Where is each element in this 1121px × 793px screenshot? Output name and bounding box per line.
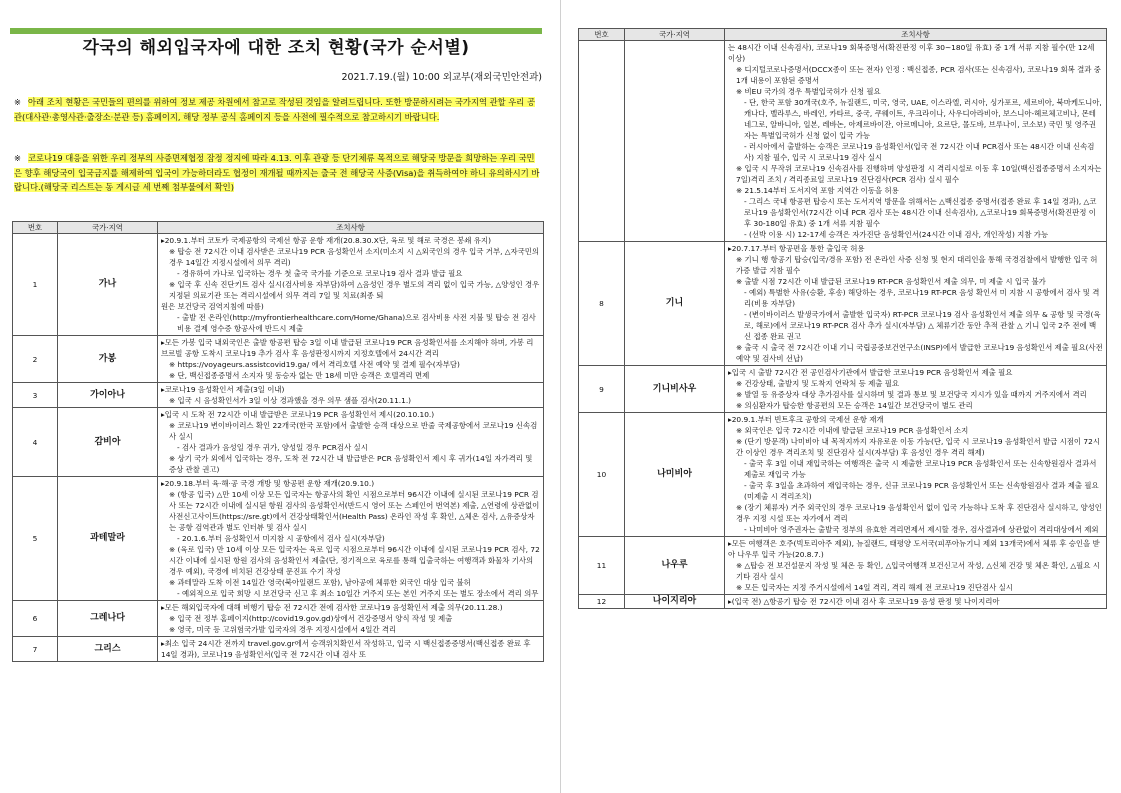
row-country: 가봉 xyxy=(58,336,158,383)
measure-line: - 경유하여 가나로 입국하는 경우 첫 출국 국가를 기준으로 코로나19 검사 결과 발급 필요 xyxy=(177,269,463,278)
row-number: 5 xyxy=(13,477,58,601)
row-measures xyxy=(158,336,544,383)
row-number: 4 xyxy=(13,408,58,477)
row-measures xyxy=(725,41,1107,242)
row-country: 나우루 xyxy=(625,537,725,595)
table-header-row xyxy=(13,222,544,234)
row-number: 6 xyxy=(13,601,58,637)
header-measure: 조치사항 xyxy=(725,29,1107,41)
row-number: 3 xyxy=(13,383,58,408)
row-number: 10 xyxy=(579,413,625,537)
row-country: 가나 xyxy=(58,234,158,336)
measure-line: - 20.1.6.부터 음성확인서 미지참 시 공항에서 검사 실시(자부담) xyxy=(177,534,385,543)
table-row xyxy=(13,637,544,662)
row-measures xyxy=(158,383,544,408)
measure-line: ※ 발열 등 유증상자 대상 추가검사를 실시하며 및 결과 통보 및 보건당국 지시가 있을 때까지 거주지에서 격리 xyxy=(736,390,1087,399)
table-row xyxy=(13,477,544,601)
measure-line: ※ (항공 입국) △만 10세 이상 모든 입국자는 항공사의 확인 시점으로부터 96시간 이내에 실시된 코로나19 PCR 검사 또는 72시간 이내에 실시된 항원 검사의 음성확인서(반드시 영어 또는 스페인어 번역본) 제출, △연령에 상관없이 사전신고사이트(https://sre.gt)에서 건강상태확인서(Health Pass) 온라인 작성 후 확인, △체온 검사, △유증상자는 공항 검역관과 별도 인터뷰 및 검사 실시 xyxy=(169,490,540,532)
measure-line: ※ △탑승 전 보건설문지 작성 및 체온 등 확인, △입국여행객 보건신고서 작성, △신체 건강 및 체온 확인, △필요 시 기타 검사 실시 xyxy=(736,561,1100,581)
table-row xyxy=(13,408,544,477)
measure-line: - (선박 이용 시) 12-17세 승객은 자가진단 음성확인서(24시간 이내 검사, 개인작성) 지참 가능 xyxy=(744,230,1049,239)
header-measure: 조치사항 xyxy=(158,222,544,234)
measures-table-right xyxy=(578,28,1107,609)
table-header-row xyxy=(579,29,1107,41)
measure-line: - (변이바이러스 발생국가에서 출발한 입국자) RT-PCR 코로나19 검사 음성확인서 제출 의무 & 공항 및 국경(육로, 해로)에서 코로나19 RT-PCR 검사 추가 실시(자부담) △ 체류기간 동안 추적 관찰 △ 기니 입국 2주 전에 백신 접종 완료 권고 xyxy=(744,310,1101,341)
row-measures xyxy=(158,477,544,601)
table-row xyxy=(579,595,1107,609)
measure-line: ※ 출발 시점 72시간 이내 발급된 코로나19 RT-PCR 음성확인서 제출 의무, 미 제출 시 입국 불가 xyxy=(736,277,1046,286)
row-country: 기니 xyxy=(625,242,725,366)
measure-line: ※ 입국 후 신속 진단키트 검사 실시(검사비용 자부담)하여 △음성인 경우 별도의 격리 없이 입국 가능, △양성인 경우 지정된 의료기관 또는 격리시설에서 의무 격리 7일 및 치료(최종 퇴 xyxy=(169,280,540,300)
notice-mark: ※ xyxy=(14,97,21,107)
left-page xyxy=(0,0,560,793)
notice-text: 코로나19 대응을 위한 우리 정부의 사증면제협정 잠정 정지에 따라 4.13. 이후 관광 등 단기체류 목적으로 해당국 방문을 희망하는 우리 국민은 향후 해당국이 입국금지를 해제하여 입국이 가능하더라도 협정이 재개될 때까지는 출국 전 해당국 사증(Visa)을 취득하여야 하니 유의하시기 바랍니다.(해당국 리스트는 동 게시글 세 번째 첨부물에서 확인) xyxy=(14,153,540,192)
measure-line: ※ 비EU 국가의 경우 특별입국허가 신청 필요 xyxy=(736,87,881,96)
row-measures xyxy=(158,637,544,662)
row-number: 9 xyxy=(579,366,625,413)
row-measures xyxy=(158,408,544,477)
measure-line: ※ 상기 국가 외에서 입국하는 경우, 도착 전 72시간 내 발급받은 PCR 음성확인서 제시 후 귀가(14일 자가격리 및 증상 관찰 권고) xyxy=(169,454,533,474)
measure-line: ※ 입국 시 무작위 코로나19 신속검사를 진행하며 양성판정 시 격리시설로 이동 후 10일(백신접종증명서 소지자는 7일)격리 조치 / 격리종료일 코로나19 진단검사(PCR 검사) 실시 필수 xyxy=(736,164,1102,184)
table-row xyxy=(13,383,544,408)
row-number xyxy=(579,41,625,242)
table-row xyxy=(579,41,1107,242)
row-measures xyxy=(725,595,1107,609)
measure-line: 원은 보건당국 검역지침에 따름) xyxy=(161,302,264,311)
measure-line: ▸모든 가봉 입국 내외국인은 출발 항공편 탑승 3일 이내 발급된 코로나19 PCR 음성확인서를 소지해야 하며, 가봉 리브르빌 공항 도착시 코로나19 추가 검사 후 음성판정시까지 지정호텔에서 24시간 격리 xyxy=(161,338,534,358)
date-line: 2021.7.19.(월) 10:00 외교부(재외국민안전과) xyxy=(341,72,542,83)
measure-line: ▸(입국 전) △항공기 탑승 전 72시간 이내 검사 후 코로나19 음성 판정 및 나이지리아 xyxy=(728,597,1000,606)
row-number: 7 xyxy=(13,637,58,662)
measure-line: ※ 단, 백신접종증명서 소지자 및 동승자 없는 만 18세 미만 승객은 호텔격리 면제 xyxy=(169,371,430,380)
row-country: 과테말라 xyxy=(58,477,158,601)
measure-line: ※ (장기 체류자) 거주 외국인의 경우 코로나19 음성확인서 없이 입국 가능하나 도착 후 진단검사 실시하고, 양성인 경우 지정 시설 또는 자가에서 격리 xyxy=(736,503,1102,523)
measure-line: ※ 입국 전 정부 홈페이지(http://covid19.gov.gd)상에서 건강증명서 양식 작성 및 제출 xyxy=(169,614,453,623)
measure-line: ▸20.9.1.부터 빈트후크 공항의 국제선 운항 재개 xyxy=(728,415,884,424)
row-country: 그리스 xyxy=(58,637,158,662)
measure-line: - 그리스 국내 항공편 탑승시 또는 도서지역 방문을 위해서는 △백신접종 증명서(접종 완료 후 14일 경과), △코로나19 음성확인서(72시간 이내 PCR 검사 또는 48시간 이내 신속검사), △코로나19 회복증명서(확진판정 이후 30-180일 유효) 중 1개 서류 지참 필수 xyxy=(744,197,1097,228)
row-measures xyxy=(725,537,1107,595)
measure-line: - 예외적으로 입국 희망 시 보건당국 신고 후 최소 10일간 거주지 또는 본인 거주지 또는 별도 장소에서 격리 의무 xyxy=(177,589,539,598)
measure-line: ※ 21.5.14부터 도서지역 포함 지역간 이동을 허용 xyxy=(736,186,899,195)
table-row xyxy=(579,537,1107,595)
measure-line: ※ (육로 입국) 만 10세 이상 모든 입국자는 육로 입국 시점으로부터 96시간 이내에 실시된 코로나19 PCR 검사, 72시간 이내에 실시된 항원 검사의 음성확인서 제출(단, 정기적으로 육로를 통해 입출국하는 여행객과 화물차 기사의 경우 예외), 국경에 비치된 건강상태 문진표 수기 작성 xyxy=(169,545,540,576)
right-page xyxy=(561,0,1121,793)
row-measures xyxy=(158,234,544,336)
row-number: 8 xyxy=(579,242,625,366)
row-number: 2 xyxy=(13,336,58,383)
measure-line: ※ 코로나19 변이바이러스 확인 22개국(한국 포함)에서 출발한 승객 대상으로 반줄 국제공항에서 코로나19 신속검사 실시 xyxy=(169,421,538,441)
header-no: 번호 xyxy=(579,29,625,41)
notice-1 xyxy=(14,95,542,124)
row-country: 나미비아 xyxy=(625,413,725,537)
measure-line: - 출발 전 온라인(http://myfrontierhealthcare.com/Home/Ghana)으로 검사비용 사전 지불 및 탑승 전 검사비용 결제 영수증 항공사에 반드시 제출 xyxy=(177,313,536,333)
table-row xyxy=(13,336,544,383)
measure-line: ▸입국 시 도착 전 72시간 이내 발급받은 코로나19 PCR 음성확인서 제시(20.10.10.) xyxy=(161,410,435,419)
measure-line: ▸20.9.1.부터 코토카 국제공항의 국제선 항공 운항 재개(20.8.30.X단, 육로 및 해로 국경은 봉쇄 유지) xyxy=(161,236,491,245)
measure-line: ※ 영국, 미국 등 고위험국가발 입국자의 경우 지정시설에서 4일간 격리 xyxy=(169,625,397,634)
measure-line: ※ 입국 시 음성확인서가 3일 이상 경과했을 경우 의무 샘플 검사(20.11.1.) xyxy=(169,396,412,405)
table-row xyxy=(13,234,544,336)
measure-line: - 출국 후 3일 이내 재입국하는 여행객은 출국 시 제출한 코로나19 PCR 음성확인서 또는 신속항원검사 결과서 제출로 재입국 가능 xyxy=(744,459,1097,479)
measure-line: ▸코로나19 음성확인서 제출(3일 이내) xyxy=(161,385,285,394)
measure-line: ▸최소 입국 24시간 전까지 travel.gov.gr에서 승객위치확인서 작성하고, 입국 시 백신접종증명서(백신접종 완료 후 14일 경과), 코로나19 음성확인서(입국 전 72시간 이내 검사 또 xyxy=(161,639,531,659)
row-number: 11 xyxy=(579,537,625,595)
measure-line: ▸모든 여행객은 호주(빅토리아주 제외), 뉴질랜드, 태평양 도서국(피푸아뉴기니 제외 13개국)에서 체류 후 승인을 받아 나우루 입국 가능(20.8.7.) xyxy=(728,539,1100,559)
measure-line: ▸입국 시 출발 72시간 전 공인검사기관에서 발급한 코로나19 PCR 음성확인서 제출 필요 xyxy=(728,368,1013,377)
table-row xyxy=(579,242,1107,366)
row-measures xyxy=(725,242,1107,366)
measures-table-left xyxy=(12,221,544,662)
measure-line: ※ 외국인은 입국 72시간 이내에 발급된 코로나19 PCR 음성확인서 소지 xyxy=(736,426,969,435)
document-title: 각국의 해외입국자에 대한 조치 현황(국가 순서별) xyxy=(82,38,470,58)
measure-line: ※ 과테말라 도착 이전 14일간 영국(북아일랜드 포함), 남아공에 체류한 외국인 대상 입국 불허 xyxy=(169,578,471,587)
measure-line: ※ 디지털코로나증명서(DCCX종이 또는 전자) 인정 : 백신접종, PCR 검사(또는 신속검사), 코로나19 회복 결과 중 1개 내용이 포함된 증명서 xyxy=(736,65,1101,85)
measure-line: ※ https://voyageurs.assistcovid19.ga/ 에서 격리호텔 사전 예약 및 결제 필수(자부담) xyxy=(169,360,460,369)
measure-line: - 단, 한국 포함 30개국(호주, 뉴질랜드, 미국, 영국, UAE, 이스라엘, 러시아, 싱가포르, 세르비아, 북마케도니아, 캐나다, 벨라루스, 바레인, 카타르, 중국, 쿠웨이트, 우크라이나, 사우디아라비아, 보스니아-헤르체고비나, 몬테네그로, 알바니아, 일본, 레바논, 아제르바이잔, 아르메니아, 요르단, 몰도바, 브루나이, 코소보) 국민 및 영주권자는 특별입국허가 신청 없이 입국 가능 xyxy=(744,98,1102,140)
measure-line: - 검사 결과가 음성일 경우 귀가, 양성일 경우 PCR검사 실시 xyxy=(177,443,368,452)
measure-line: ▸20.9.18.부터 육·해·공 국경 개방 및 항공편 운항 재개(20.9.10.) xyxy=(161,479,375,488)
row-measures xyxy=(725,413,1107,537)
measure-line: ※ 모든 입국자는 지정 주거시설에서 14일 격리, 격리 해제 전 코로나19 진단검사 실시 xyxy=(736,583,1013,592)
table-row xyxy=(579,413,1107,537)
notice-text: 아래 조치 현황은 국민들의 편의를 위하여 정보 제공 차원에서 참고로 작성된 것임을 알려드립니다. 또한 방문하시려는 국가지역 관할 우리 공관(대사관·총영사관·출장소·분관 등) 홈페이지, 해당 정부 공식 홈페이지 등을 사전에 필수적으로 참고하시기 바랍니다. xyxy=(14,97,535,122)
header-country: 국가·지역 xyxy=(625,29,725,41)
header-country: 국가·지역 xyxy=(58,222,158,234)
table-row xyxy=(13,601,544,637)
notice-mark: ※ xyxy=(14,153,21,163)
measure-line: - 나미비아 영주권자는 출발국 정부의 유효한 격리면제서 제시할 경우, 검사결과에 상관없이 격리대상에서 제외 xyxy=(744,525,1099,534)
row-country: 나이지리아 xyxy=(625,595,725,609)
row-country: 그레나다 xyxy=(58,601,158,637)
row-country: 가이아나 xyxy=(58,383,158,408)
measure-line: 는 48시간 이내 신속검사), 코로나19 회복증명서(확진판정 이후 30~180일 유효) 중 1개 서류 지참 필수(만 12세 이상) xyxy=(728,43,1095,63)
measure-line: ※ 기니 행 항공기 탑승(입국/경유 포함) 전 온라인 사증 신청 및 현지 대리인을 통해 국경검찰에서 발행한 입국 허가증 발급 지참 필수 xyxy=(736,255,1098,275)
row-country: 기니비사우 xyxy=(625,366,725,413)
row-measures xyxy=(725,366,1107,413)
row-measures xyxy=(158,601,544,637)
measure-line: ▸모든 해외입국자에 대해 비행기 탑승 전 72시간 전에 검사한 코로나19 음성확인서 제출 의무(20.11.28.) xyxy=(161,603,503,612)
measure-line: ※ 탑승 전 72시간 이내 검사받은 코로나19 PCR 음성확인서 소지(미소지 시 △외국인의 경우 입국 거부, △자국민의 경우 14일간 지정시설에서 의무 격리) xyxy=(169,247,540,267)
measure-line: ※ 건강상태, 출발지 및 도착지 연락처 등 제출 필요 xyxy=(736,379,899,388)
notice-2 xyxy=(14,151,542,195)
row-country: 감비아 xyxy=(58,408,158,477)
measure-line: ▸20.7.17.부터 항공편을 통한 출입국 허용 xyxy=(728,244,865,253)
header-no: 번호 xyxy=(13,222,58,234)
row-number: 12 xyxy=(579,595,625,609)
measure-line: - 출국 후 3일을 초과하여 재입국하는 경우, 신규 코로나19 PCR 음성확인서 또는 신속항원검사 결과 제출 필요(미제출 시 격리조치) xyxy=(744,481,1099,501)
measure-line: ※ 출국 시 출국 전 72시간 이내 기니 국립공중보건연구소(INSP)에서 발급한 코로나19 음성확인서 제출 필요(사전 예약 및 검사비 선납) xyxy=(736,343,1103,363)
measure-line: ※ 의심환자가 탑승한 항공편의 모든 승객은 14일간 보건당국이 별도 관리 xyxy=(736,401,973,410)
measure-line: ※ (단기 방문객) 나미비아 내 목적지까지 자유로운 이동 가능(단, 입국 시 코로나19 음성확인서 발급 시점이 72시간 이상인 경우 격리조치 및 진단검사 실시(자부담) 후 음성인 경우 격리 해제) xyxy=(736,437,1100,457)
table-row xyxy=(579,366,1107,413)
measure-line: - 예외) 특별한 사유(승환, 후송) 해당하는 경우, 코로나19 RT-PCR 음성 확인서 미 지참 시 공항에서 검사 및 격리(비용 자부담) xyxy=(744,288,1100,308)
measure-line: - 러시아에서 출발하는 승객은 코로나19 음성확인서(입국 전 72시간 이내 PCR검사 또는 48시간 이내 신속검사) 지참 필수, 입국 시 코로나19 검사 실시 xyxy=(744,142,1095,162)
row-country xyxy=(625,41,725,242)
row-number: 1 xyxy=(13,234,58,336)
